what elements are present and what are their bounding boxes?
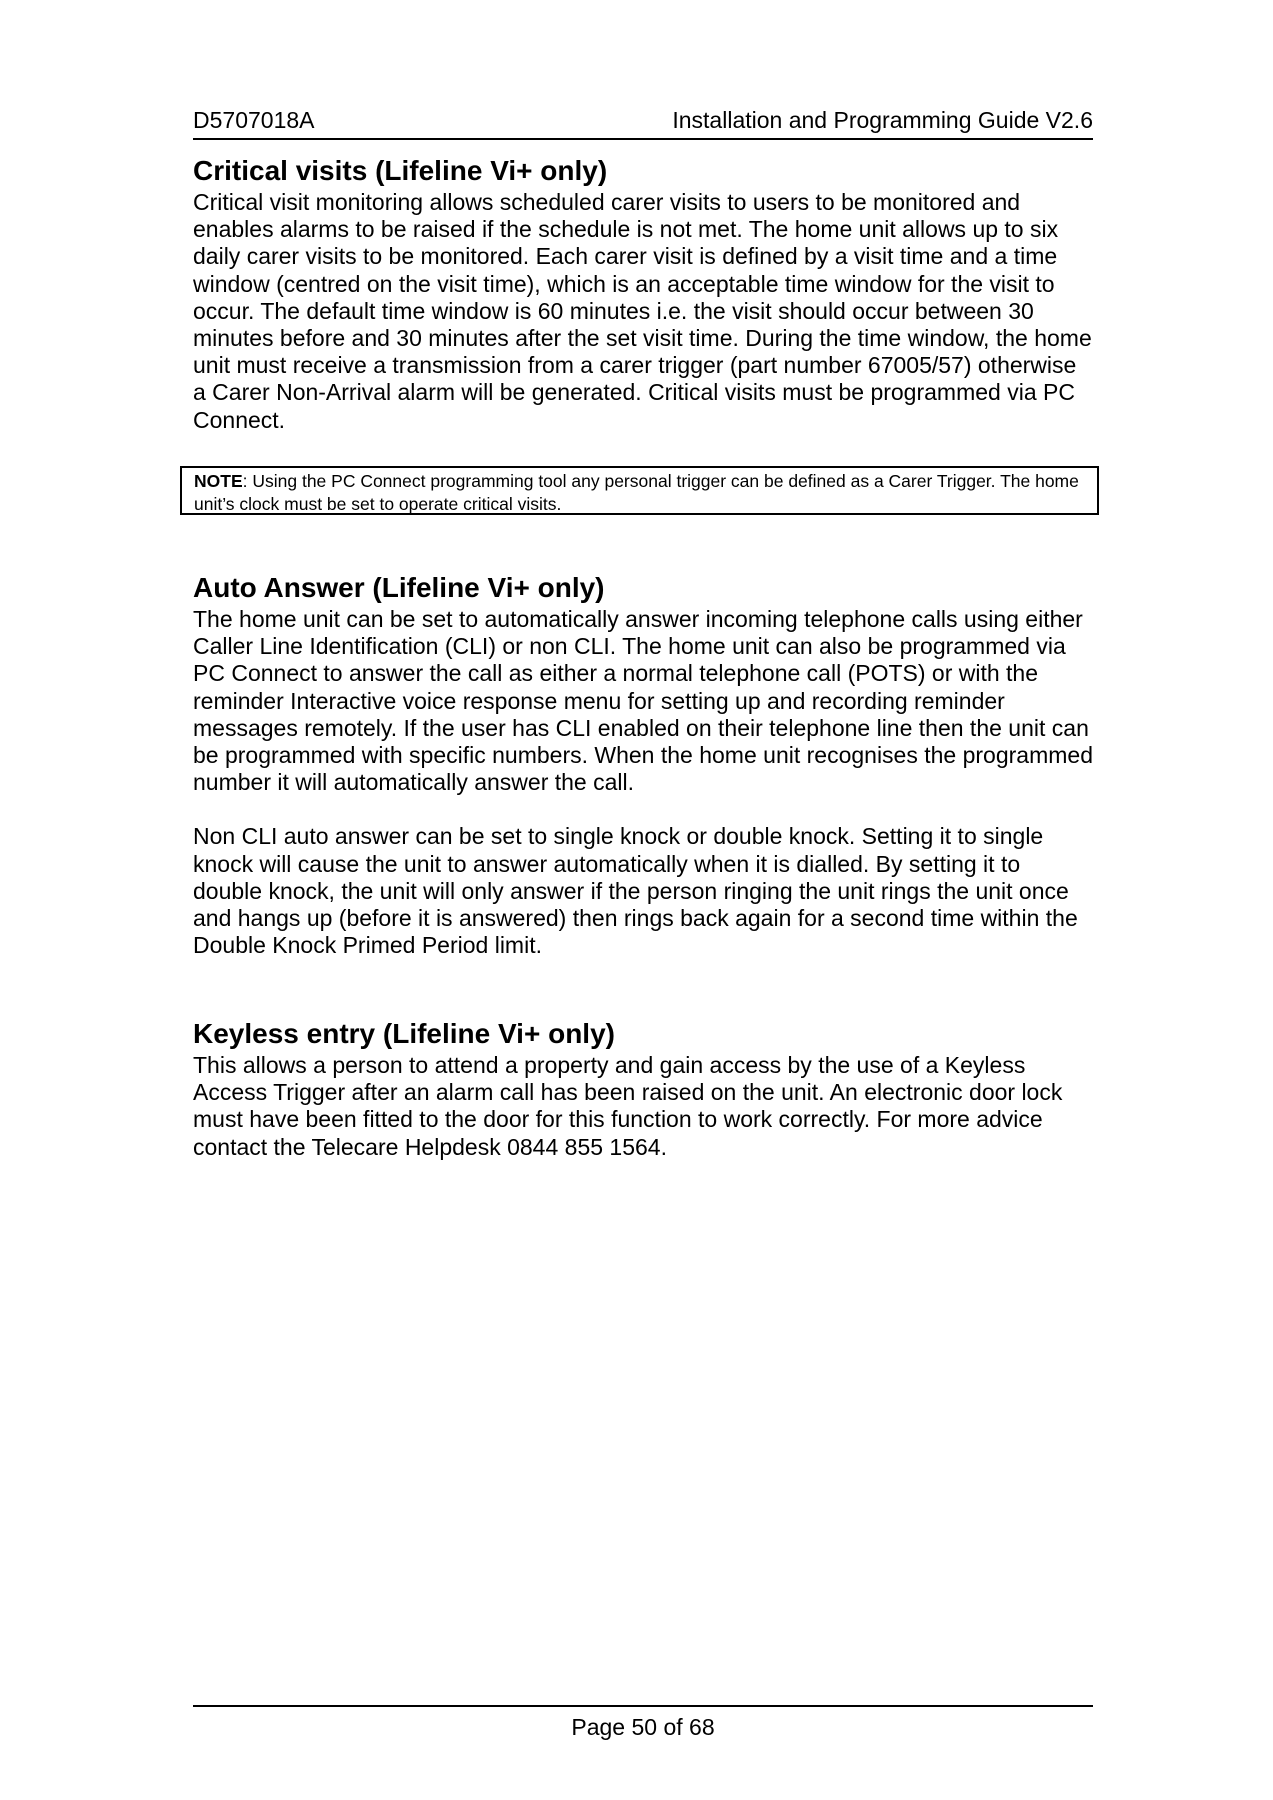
section-keyless-entry: [193, 1016, 1093, 1161]
section-auto-answer: [193, 570, 1093, 959]
page-header: [193, 106, 1093, 140]
note-label: NOTE: [194, 471, 243, 491]
section-critical-visits: [193, 153, 1093, 434]
section-heading: Critical visits (Lifeline Vi+ only): [193, 155, 608, 186]
section-paragraph: The home unit can be set to automatically answer incoming telephone calls using either Caller Line Identification (CLI) or non CLI. The home unit can also be programmed via PC Connect to answer the call as either a normal telephone call (POTS) or with the reminder Interactive voice response menu for setting up and recording reminder messages remotely. If the user has CLI enabled on their telephone line then the unit can be programmed with specific numbers. When the home unit recognises the programmed number it will automatically answer the call.: [193, 606, 1093, 796]
note-text: : Using the PC Connect programming tool any personal trigger can be defined as a Carer Trigger. The home unit’s clock must be set to operate critical visits.: [194, 471, 1079, 514]
section-paragraph: Non CLI auto answer can be set to single knock or double knock. Setting it to single knock will cause the unit to answer automatically when it is dialled. By setting it to double knock, the unit will only answer if the person ringing the unit rings the unit once and hangs up (before it is answered) then rings back again for a second time within the Double Knock Primed Period limit.: [193, 823, 1078, 959]
page-number: Page 50 of 68: [571, 1714, 715, 1740]
section-heading: Keyless entry (Lifeline Vi+ only): [193, 1018, 615, 1049]
page-footer: [193, 1705, 1093, 1741]
note-box: [180, 466, 1099, 515]
document-title: Installation and Programming Guide V2.6: [672, 107, 1093, 133]
section-paragraph: Critical visit monitoring allows scheduled carer visits to users to be monitored and enables alarms to be raised if the schedule is not met. The home unit allows up to six daily carer visits to be monitored. Each carer visit is defined by a visit time and a time window (centred on the visit time), which is an acceptable time window for the visit to occur. The default time window is 60 minutes i.e. the visit should occur between 30 minutes before and 30 minutes after the set visit time. During the time window, the home unit must receive a transmission from a carer trigger (part number 67005/57) otherwise a Carer Non-Arrival alarm will be generated. Critical visits must be programmed via PC Connect.: [193, 189, 1092, 433]
section-paragraph: This allows a person to attend a property and gain access by the use of a Keyless Access Trigger after an alarm call has been raised on the unit. An electronic door lock must have been fitted to the door for this function to work correctly. For more advice contact the Telecare Helpdesk 0844 855 1564.: [193, 1052, 1063, 1160]
document-id: D5707018A: [193, 107, 315, 133]
section-heading: Auto Answer (Lifeline Vi+ only): [193, 572, 605, 603]
